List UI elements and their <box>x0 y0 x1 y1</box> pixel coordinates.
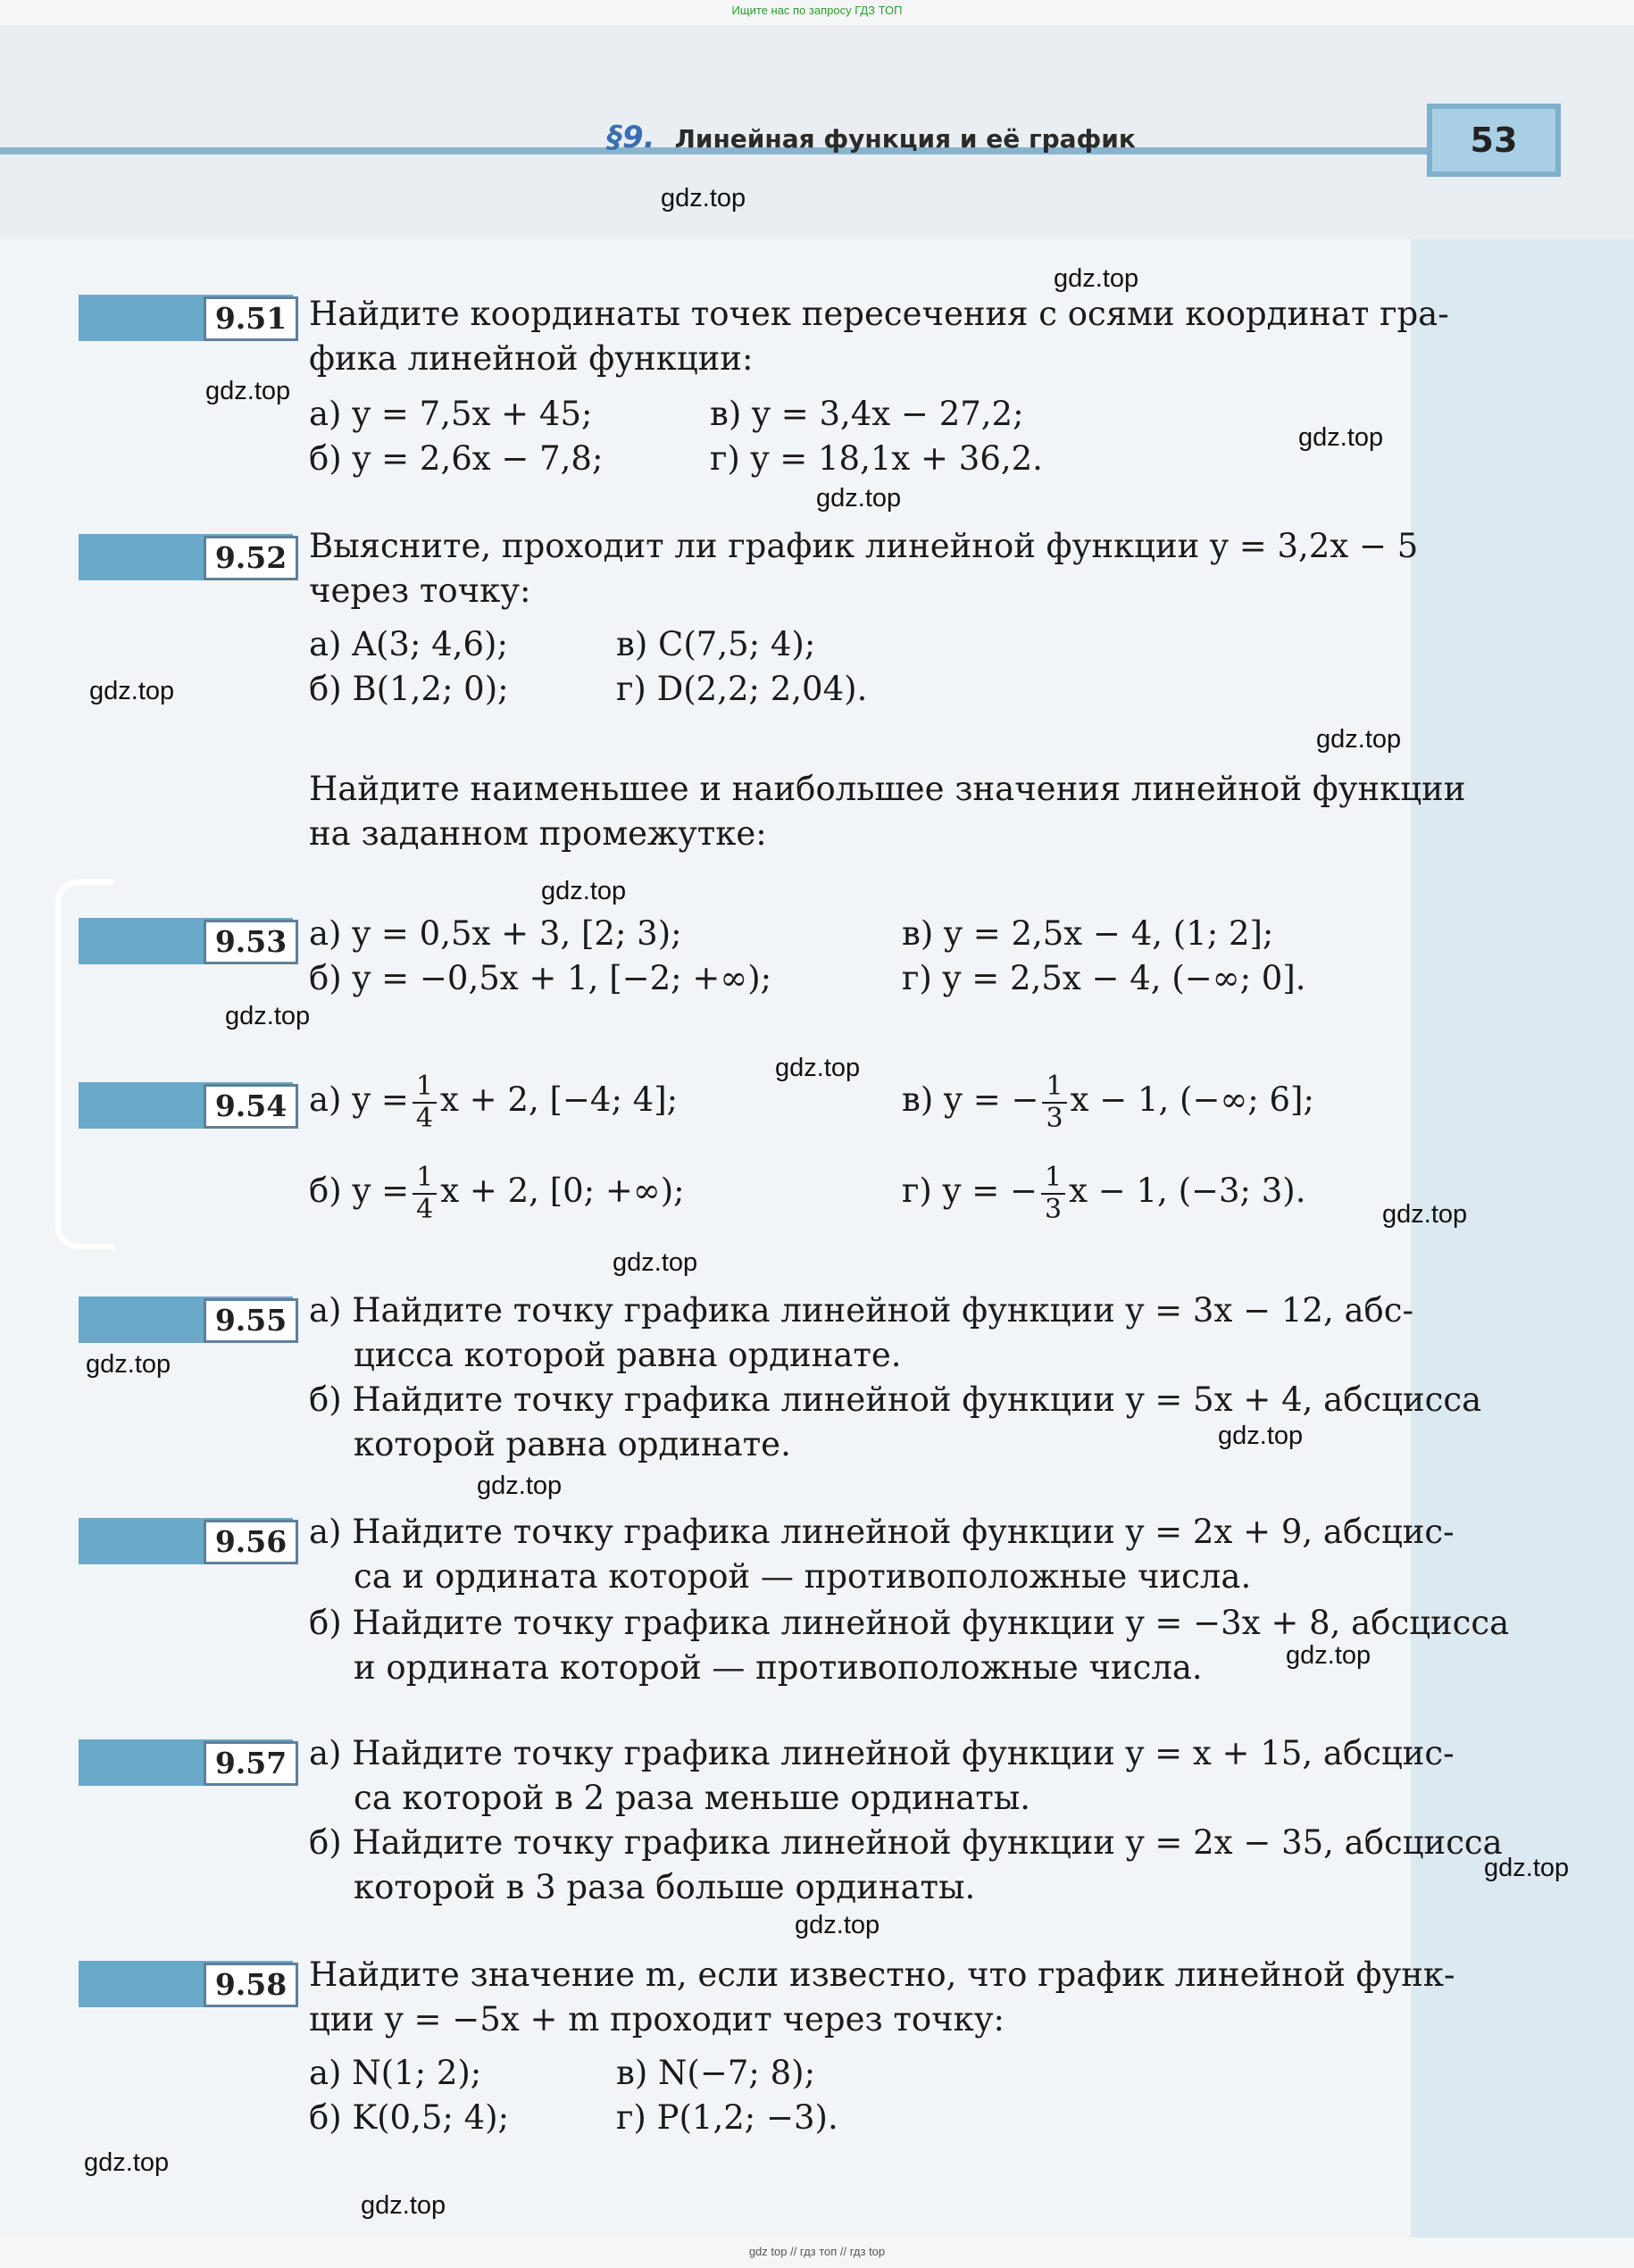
problem-text: са и ордината которой — противоположные числа. <box>354 1557 1252 1596</box>
problem-option: б) K(0,5; 4); <box>309 2098 510 2137</box>
margin-strip <box>1411 239 1634 2238</box>
bottom-note: gdz top // гдз топ // гдз top <box>748 2245 886 2258</box>
problem-text: фика линейной функции: <box>309 339 754 378</box>
option-suffix: x − 1, (−3; 3). <box>1069 1172 1306 1210</box>
watermark: gdz.top <box>1484 1854 1570 1882</box>
problem-option: а) y = 7,5x + 45; <box>309 395 593 433</box>
problem-text: которой в 3 раза больше ординаты. <box>354 1868 976 1906</box>
problem-option: г) D(2,2; 2,04). <box>616 670 868 708</box>
fraction-numerator: 1 <box>413 1163 437 1195</box>
problem-number: 9.58 <box>204 1963 298 2007</box>
watermark: gdz.top <box>225 1002 311 1030</box>
section-number: §9. <box>607 120 655 155</box>
watermark: gdz.top <box>795 1911 880 1939</box>
fraction <box>413 1163 437 1225</box>
watermark: gdz.top <box>477 1472 563 1500</box>
section-name: Линейная функция и её график <box>674 124 1136 154</box>
problem-option: г) y = 18,1x + 36,2. <box>710 439 1043 478</box>
instruction-text: Найдите наименьшее и наибольшее значения линейной функции <box>309 770 1466 808</box>
problem-text: которой равна ординате. <box>354 1425 791 1463</box>
option-prefix: а) y = <box>309 1080 409 1119</box>
fraction-denominator: 4 <box>415 1102 434 1134</box>
problem-text: ции y = −5x + m проходит через точку: <box>309 2000 1005 2039</box>
problem-text: а) Найдите точку графика линейной функции y = 3x − 12, абс- <box>309 1291 1414 1330</box>
problem-text: и ордината которой — противоположные числа. <box>354 1648 1203 1687</box>
problem-option: а) A(3; 4,6); <box>309 625 508 663</box>
problem-option <box>902 1055 1314 1145</box>
fraction <box>1041 1163 1065 1225</box>
problem-option: в) y = 3,4x − 27,2; <box>710 395 1024 433</box>
watermark: gdz.top <box>89 677 175 705</box>
option-prefix: в) y = − <box>902 1080 1039 1119</box>
problem-text: цисса которой равна ординате. <box>354 1336 902 1374</box>
problem-option: г) y = 2,5x − 4, (−∞; 0]. <box>902 959 1306 997</box>
problem-option: б) B(1,2; 0); <box>309 670 509 708</box>
watermark: gdz.top <box>1316 725 1402 754</box>
problem-text: а) Найдите точку графика линейной функции y = x + 15, абсцис- <box>309 1734 1455 1772</box>
problem-text: б) Найдите точку графика линейной функции y = 2x − 35, абсцисса <box>309 1823 1503 1862</box>
problem-option: г) P(1,2; −3). <box>616 2098 838 2137</box>
problem-option: а) y = 0,5x + 3, [2; 3); <box>309 914 682 953</box>
problem-number: 9.56 <box>204 1520 298 1564</box>
problem-text: б) Найдите точку графика линейной функции y = 5x + 4, абсцисса <box>309 1380 1482 1419</box>
problem-number: 9.53 <box>204 920 298 964</box>
watermark: gdz.top <box>775 1054 861 1082</box>
problem-text: а) Найдите точку графика линейной функции y = 2x + 9, абсцис- <box>309 1513 1455 1551</box>
problem-number: 9.57 <box>204 1741 298 1786</box>
option-suffix: x + 2, [0; +∞); <box>440 1172 685 1210</box>
problem-option <box>309 1055 678 1145</box>
problem-number: 9.54 <box>204 1084 298 1129</box>
problem-text: через точку: <box>309 571 531 610</box>
problem-option: в) C(7,5; 4); <box>616 625 816 663</box>
problem-text: са которой в 2 раза меньше ординаты. <box>354 1779 1031 1817</box>
option-suffix: x + 2, [−4; 4]; <box>440 1080 679 1119</box>
problem-number: 9.52 <box>204 536 298 580</box>
fraction-denominator: 3 <box>1045 1193 1063 1225</box>
watermark: gdz.top <box>84 2148 170 2177</box>
instruction-text: на заданном промежутке: <box>309 814 767 853</box>
watermark: gdz.top <box>1286 1641 1371 1670</box>
page-number: 53 <box>1427 104 1561 177</box>
watermark: gdz.top <box>205 377 291 405</box>
problem-number: 9.55 <box>204 1298 298 1343</box>
problem-option <box>902 1147 1306 1236</box>
problem-option: а) N(1; 2); <box>309 2054 482 2092</box>
problem-text: Выясните, проходит ли график линейной функции y = 3,2x − 5 <box>309 527 1419 565</box>
watermark: gdz.top <box>1382 1200 1468 1229</box>
problem-text: б) Найдите точку графика линейной функции y = −3x + 8, абсцисса <box>309 1604 1510 1642</box>
watermark: gdz.top <box>613 1248 698 1277</box>
fraction-numerator: 1 <box>1042 1071 1066 1104</box>
fraction <box>1042 1071 1066 1134</box>
watermark: gdz.top <box>1218 1422 1304 1450</box>
fraction <box>413 1071 437 1134</box>
watermark: gdz.top <box>1298 423 1384 452</box>
top-note: Ищите нас по запросу ГДЗ ТОП <box>731 4 903 17</box>
problem-option: в) y = 2,5x − 4, (1; 2]; <box>902 914 1274 953</box>
problem-option <box>309 1147 685 1236</box>
section-title <box>607 120 1136 155</box>
problem-text: Найдите значение m, если известно, что график линейной функ- <box>309 1955 1455 1994</box>
watermark: gdz.top <box>661 184 746 213</box>
problem-option: б) y = 2,6x − 7,8; <box>309 439 604 478</box>
page-header <box>0 25 1634 239</box>
option-prefix: б) y = <box>309 1172 410 1210</box>
fraction-denominator: 4 <box>416 1193 434 1225</box>
fraction-numerator: 1 <box>413 1071 437 1104</box>
watermark: gdz.top <box>816 484 902 513</box>
problem-number: 9.51 <box>204 296 298 341</box>
option-prefix: г) y = − <box>902 1172 1038 1210</box>
problem-option: в) N(−7; 8); <box>616 2054 816 2092</box>
watermark: gdz.top <box>541 877 627 905</box>
fraction-denominator: 3 <box>1046 1102 1063 1134</box>
watermark: gdz.top <box>1054 264 1139 293</box>
watermark: gdz.top <box>361 2191 446 2220</box>
problem-option: б) y = −0,5x + 1, [−2; +∞); <box>309 959 772 997</box>
watermark: gdz.top <box>86 1350 171 1379</box>
fraction-numerator: 1 <box>1041 1163 1065 1195</box>
option-suffix: x − 1, (−∞; 6]; <box>1070 1080 1314 1119</box>
problem-text: Найдите координаты точек пересечения с осями координат гра- <box>309 295 1449 333</box>
